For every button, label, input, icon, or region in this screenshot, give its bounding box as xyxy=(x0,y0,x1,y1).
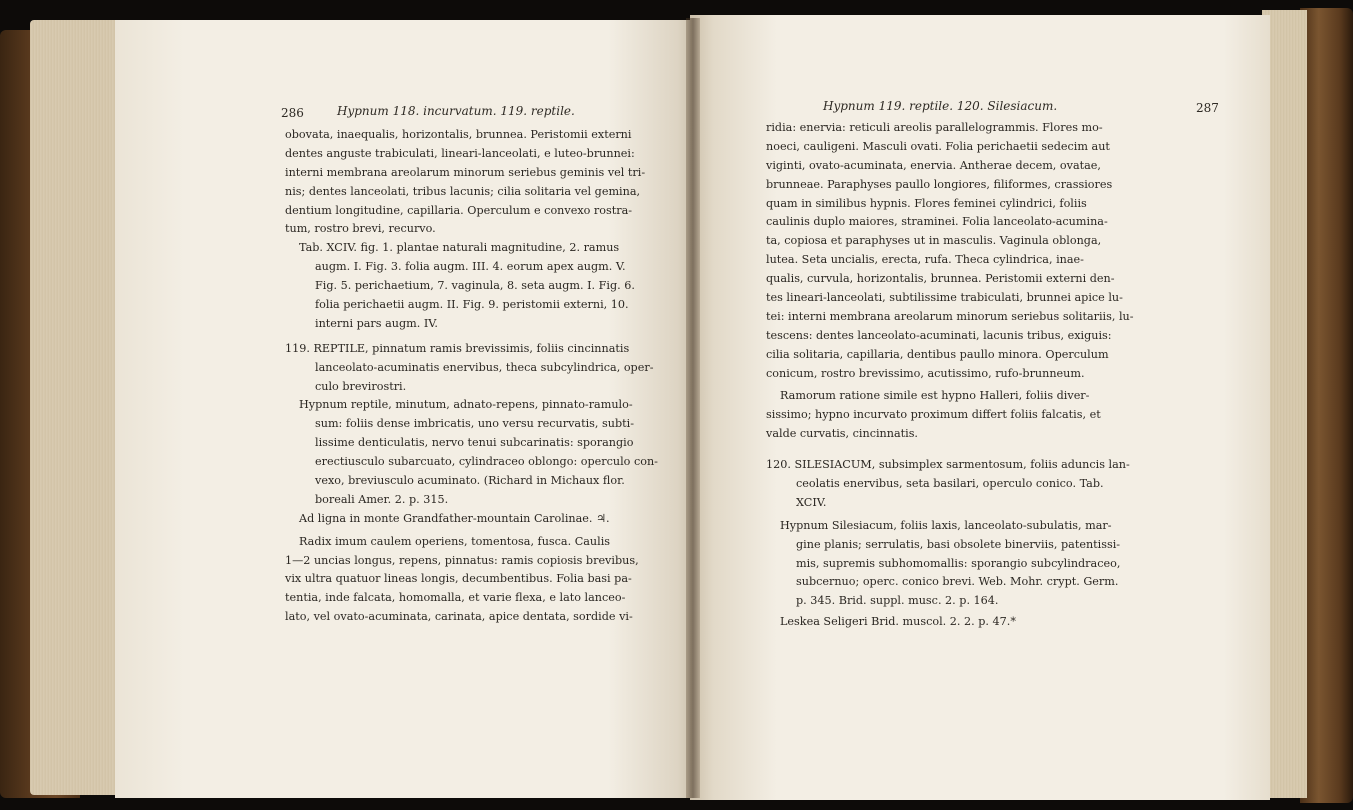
text-line: vix ultra quatuor lineas longis, decumbentibus. Folia basi pa- xyxy=(285,572,632,586)
text-line: viginti, ovato-acuminata, enervia. Antherae decem, ovatae, xyxy=(766,158,1101,172)
text-line: tentia, inde falcata, homomalla, et varie flexa, e lato lanceo- xyxy=(285,591,626,605)
text-line: Hypnum Silesiacum, foliis laxis, lanceolato-subulatis, mar- xyxy=(780,518,1112,532)
text-line: Hypnum reptile, minutum, adnato-repens, pinnato-ramulo- xyxy=(299,398,633,412)
text-line: sum: foliis dense imbricatis, uno versu recurvatis, subti- xyxy=(315,417,634,431)
text-line: dentium longitudine, capillaria. Operculum e convexo rostra- xyxy=(285,203,633,217)
text-line: Ad ligna in monte Grandfather-mountain Carolinae. ♃. xyxy=(299,511,610,525)
text-line: nis; dentes lanceolati, tribus lacunis; cilia solitaria vel gemina, xyxy=(285,184,641,198)
text-line: Radix imum caulem operiens, tomentosa, fusca. Caulis xyxy=(299,534,611,548)
text-line: lanceolato-acuminatis enervibus, theca subcylindrica, oper- xyxy=(315,360,654,374)
text-line: dentes anguste trabiculati, lineari-lanceolati, e luteo-brunnei: xyxy=(285,146,635,160)
text-line: interni membrana areolarum minorum seriebus geminis vel tri- xyxy=(285,165,646,179)
text-line: Ramorum ratione simile est hypno Halleri, foliis diver- xyxy=(780,389,1090,403)
text-line: conicum, rostro brevissimo, acutissimo, rufo-brunneum. xyxy=(766,366,1085,380)
text-line: lutea. Seta uncialis, erecta, rufa. Theca cylindrica, inae- xyxy=(766,253,1084,267)
text-line: lato, vel ovato-acuminata, carinata, apice dentata, sordide vi- xyxy=(285,610,633,624)
left-page-text xyxy=(285,126,658,627)
running-head: Hypnum 119. reptile. 120. Silesiacum. xyxy=(823,99,1058,113)
text-line: quam in similibus hypnis. Flores feminei cylindrici, foliis xyxy=(766,196,1087,210)
running-head: Hypnum 118. incurvatum. 119. reptile. xyxy=(337,104,575,118)
text-line: interni pars augm. IV. xyxy=(315,316,438,330)
text-line: ridia: enervia: reticuli areolis parallelogrammis. Flores mo- xyxy=(766,121,1103,134)
page-number: 286 xyxy=(281,106,304,120)
text-line: 1—2 uncias longus, repens, pinnatus: ramis copiosis brevibus, xyxy=(285,553,639,567)
text-line: erectiusculo subarcuato, cylindraceo oblongo: operculo con- xyxy=(315,455,658,469)
text-line: tei: interni membrana areolarum minorum seriebus solitariis, lu- xyxy=(766,309,1134,323)
text-line: culo brevirostri. xyxy=(315,379,407,393)
right-page xyxy=(690,15,1270,800)
text-line: valde curvatis, cincinnatis. xyxy=(766,427,918,441)
text-line: cilia solitaria, capillaria, dentibus paullo minora. Operculum xyxy=(766,347,1109,361)
species-heading-line: 120. SILESIACUM, subsimplex sarmentosum, foliis aduncis lan- xyxy=(766,458,1130,472)
text-line: Leskea Seligeri Brid. muscol. 2. 2. p. 47.* xyxy=(780,615,1016,629)
text-line: caulinis duplo maiores, straminei. Folia lanceolato-acumina- xyxy=(766,215,1108,229)
right-page-text xyxy=(766,119,1134,632)
book-cover-right xyxy=(1300,8,1353,803)
left-page xyxy=(115,20,695,798)
text-line: Fig. 5. perichaetium, 7. vaginula, 8. seta augm. I. Fig. 6. xyxy=(315,279,635,293)
text-line: ceolatis enervibus, seta basilari, operculo conico. Tab. xyxy=(796,477,1104,491)
text-line: Tab. XCIV. fig. 1. plantae naturali magnitudine, 2. ramus xyxy=(299,241,620,255)
text-line: gine planis; serrulatis, basi obsolete binerviis, patentissi- xyxy=(796,537,1121,551)
text-line: ta, copiosa et paraphyses ut in masculis. Vaginula oblonga, xyxy=(766,234,1102,248)
text-line: brunneae. Paraphyses paullo longiores, filiformes, crassiores xyxy=(766,177,1113,191)
text-line: lissime denticulatis, nervo tenui subcarinatis: sporangio xyxy=(315,436,634,450)
text-line: mis, supremis subhomomallis: sporangio subcylindraceo, xyxy=(796,556,1121,570)
text-line: boreali Amer. 2. p. 315. xyxy=(315,492,449,506)
page-number: 287 xyxy=(1196,101,1219,115)
text-line: folia perichaetii augm. II. Fig. 9. peristomii externi, 10. xyxy=(315,298,629,312)
text-line: XCIV. xyxy=(796,495,827,509)
text-line: obovata, inaequalis, horizontalis, brunnea. Peristomii externi xyxy=(285,128,632,141)
text-line: subcernuo; operc. conico brevi. Web. Mohr. crypt. Germ. xyxy=(796,575,1119,589)
book-gutter xyxy=(686,18,700,798)
text-line: augm. I. Fig. 3. folia augm. III. 4. eorum apex augm. V. xyxy=(315,260,626,274)
text-line: tescens: dentes lanceolato-acuminati, lacunis tribus, exiguis: xyxy=(766,328,1112,342)
text-line: vexo, breviusculo acuminato. (Richard in Michaux flor. xyxy=(315,474,625,488)
text-line: p. 345. Brid. suppl. musc. 2. p. 164. xyxy=(796,594,999,608)
text-line: noeci, cauligeni. Masculi ovati. Folia perichaetii sedecim aut xyxy=(766,139,1110,153)
species-heading-line: 119. REPTILE, pinnatum ramis brevissimis, foliis cincinnatis xyxy=(285,341,630,355)
text-line: qualis, curvula, horizontalis, brunnea. Peristomii externi den- xyxy=(766,272,1115,286)
text-line: tum, rostro brevi, recurvo. xyxy=(285,222,436,236)
text-line: sissimo; hypno incurvato proximum differt foliis falcatis, et xyxy=(766,408,1101,422)
text-line: tes lineari-lanceolati, subtilissime trabiculati, brunnei apice lu- xyxy=(766,291,1123,305)
